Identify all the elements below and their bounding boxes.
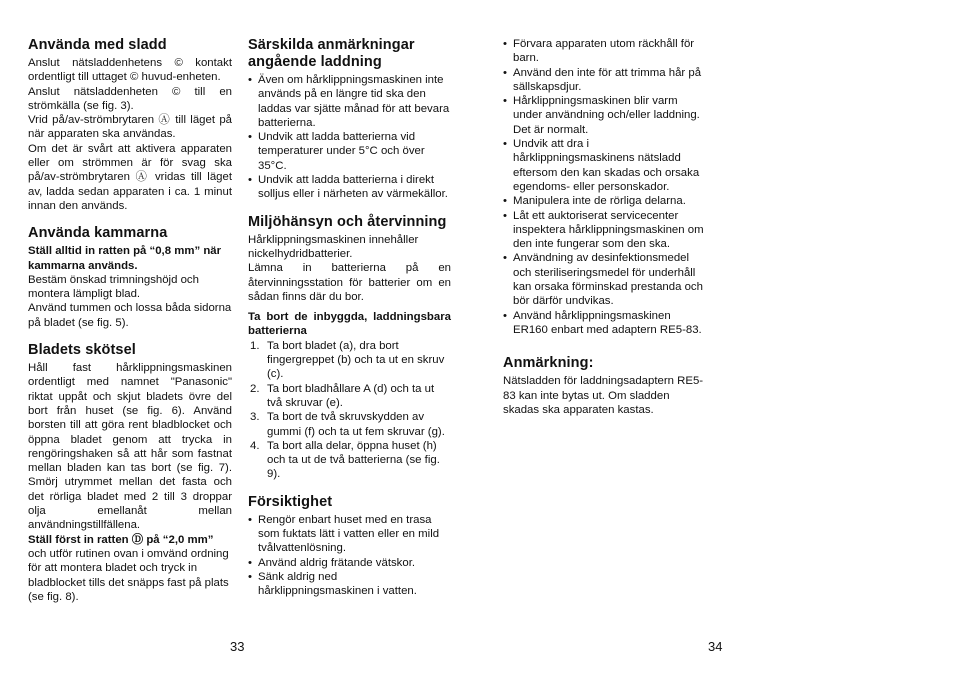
page-number-right: 34	[708, 639, 723, 654]
heading-use-with-cord: Använda med sladd	[28, 37, 167, 53]
list-item: • Använd hårklippningsmaskinen ER160 enbart med adaptern RE5-83.	[503, 309, 706, 338]
step-number: 4.	[250, 439, 260, 452]
section-use-with-cord	[28, 37, 232, 213]
step-text: Ta bort de två skruvskydden av gummi (f) och ta ut fem skruvar (g).	[267, 411, 445, 438]
page-number-left: 33	[230, 639, 245, 654]
paragraph: Anslut nätsladdenheten © till en strömkälla (se fig. 3).	[28, 85, 232, 112]
heading-note: Anmärkning:	[503, 355, 594, 372]
paragraph: och utför rutinen ovan i omvänd ordning för att montera bladet och tryck in bladblocket tills det snäpps fast på plats (se fig. 8).	[28, 547, 229, 603]
paragraph: Håll fast hårklippningsmaskinen ordentligt med namnet "Panasonic" riktat uppåt och skjut bladets övre del bort från huset (se fig. 6). Använd borsten till att göra rent bladblocket och öppna bladet genom att trycka in rengöringshaken så att hår som fastnat mellan bladen kan tas bort (se fig. 7). Smörj utrymmet mellan det fasta och det rörliga bladet med 2 till 3 droppar olja emellanåt mellan användningstillfällena.	[28, 362, 232, 532]
list-item: • Sänk aldrig ned hårklippningsmaskinen i vatten.	[248, 570, 451, 599]
numbered-steps	[248, 339, 451, 482]
paragraph: Om det är svårt att aktivera apparaten eller om strömmen är för svag ska på/av-strömbrytaren Ⓐ vridas till läget av, ladda sedan apparaten i ca. 1 minut innan den används.	[28, 142, 232, 212]
section-caution	[248, 494, 451, 599]
bullet-list	[503, 37, 706, 337]
step-text: Ta bort bladet (a), dra bort fingergreppet (b) och ta ut en skruv (c).	[267, 339, 445, 381]
column-left-page-1	[28, 37, 232, 616]
list-item	[248, 339, 451, 382]
paragraph: Hårklippningsmaskinen innehåller nickelhydridbatterier.	[248, 233, 419, 260]
column-right-page	[503, 37, 706, 417]
paragraph: Nätsladden för laddningsadaptern RE5-83 kan inte bytas ut. Om sladden skadas ska apparaten kastas.	[503, 375, 704, 416]
bullet-list	[248, 73, 451, 202]
heading-environment-recycling: Miljöhänsyn och återvinning	[248, 213, 447, 230]
step-number: 1.	[250, 339, 260, 352]
list-item: • Undvik att ladda batterierna vid temperaturer under 5°C och över 35°C.	[248, 130, 451, 173]
step-number: 2.	[250, 382, 260, 395]
list-item	[248, 382, 451, 411]
section-environment-recycling	[248, 214, 451, 482]
section-charging-notes	[248, 37, 451, 202]
section-use-combs	[28, 225, 232, 330]
bullet-list	[248, 513, 451, 599]
bold-instruction: Ställ alltid in ratten på “0,8 mm” när kammarna används.	[28, 245, 222, 272]
list-item: • Även om hårklippningsmaskinen inte används på en längre tid ska den laddas var sjätte månad för att bevara batterierna.	[248, 73, 451, 130]
paragraph: Lämna in batterierna på en återvinningsstation för batterier om en sådan finns där du bor.	[248, 262, 451, 303]
step-number: 3.	[250, 411, 260, 424]
paragraph: Vrid på/av-strömbrytaren Ⓐ till läget på när apparaten ska användas.	[28, 114, 232, 141]
step-text: Ta bort alla delar, öppna huset (h) och ta ut de två batterierna (se fig. 9).	[267, 439, 440, 481]
list-item: • Förvara apparaten utom räckhåll för barn.	[503, 37, 706, 66]
column-left-page-2	[248, 37, 451, 611]
list-item: • Undvik att ladda batterierna i direkt solljus eller i närheten av värmekällor.	[248, 173, 451, 202]
step-text: Ta bort bladhållare A (d) och ta ut två skruvar (e).	[267, 382, 435, 409]
bold-instruction: Ställ först in ratten Ⓓ på “2,0 mm”	[28, 533, 214, 546]
paragraph: Använd tummen och lossa båda sidorna på bladet (se fig. 5).	[28, 302, 232, 329]
list-item: • Manipulera inte de rörliga delarna.	[503, 194, 706, 208]
paragraph: Anslut nätsladdenhetens © kontakt ordentligt till uttaget © huvud-enheten.	[28, 57, 232, 84]
list-item: • Rengör enbart huset med en trasa som fuktats lätt i vatten eller en mild tvålvattenlösning.	[248, 513, 451, 556]
list-item: • Undvik att dra i hårklippningsmaskinens nätsladd eftersom den kan skadas och orsaka egendoms- eller personskador.	[503, 137, 706, 194]
heading-charging-notes: Särskilda anmärkningar angående laddning	[248, 37, 415, 70]
list-item: • Användning av desinfektionsmedel och steriliseringsmedel för underhåll kan orsaka förminskad prestanda och bör därför undvikas.	[503, 251, 706, 308]
section-note	[503, 355, 706, 417]
subheading-remove-batteries: Ta bort de inbyggda, laddningsbara batterierna	[248, 311, 451, 338]
list-item: • Använd den inte för att trimma hår på sällskapsdjur.	[503, 66, 706, 95]
paragraph: Bestäm önskad trimningshöjd och montera lämpligt blad.	[28, 273, 199, 301]
list-item: • Använd aldrig frätande vätskor.	[248, 556, 451, 570]
list-item	[248, 410, 451, 439]
heading-caution: Försiktighet	[248, 493, 333, 510]
list-item: • Hårklippningsmaskinen blir varm under användning och/eller laddning. Det är normalt.	[503, 94, 706, 137]
list-item: • Låt ett auktoriserat servicecenter inspektera hårklippningsmaskinen om den inte fungerar som den ska.	[503, 209, 706, 252]
heading-blade-care: Bladets skötsel	[28, 342, 136, 359]
section-blade-care	[28, 342, 232, 604]
list-item	[248, 439, 451, 482]
heading-use-combs: Använda kammarna	[28, 225, 168, 242]
